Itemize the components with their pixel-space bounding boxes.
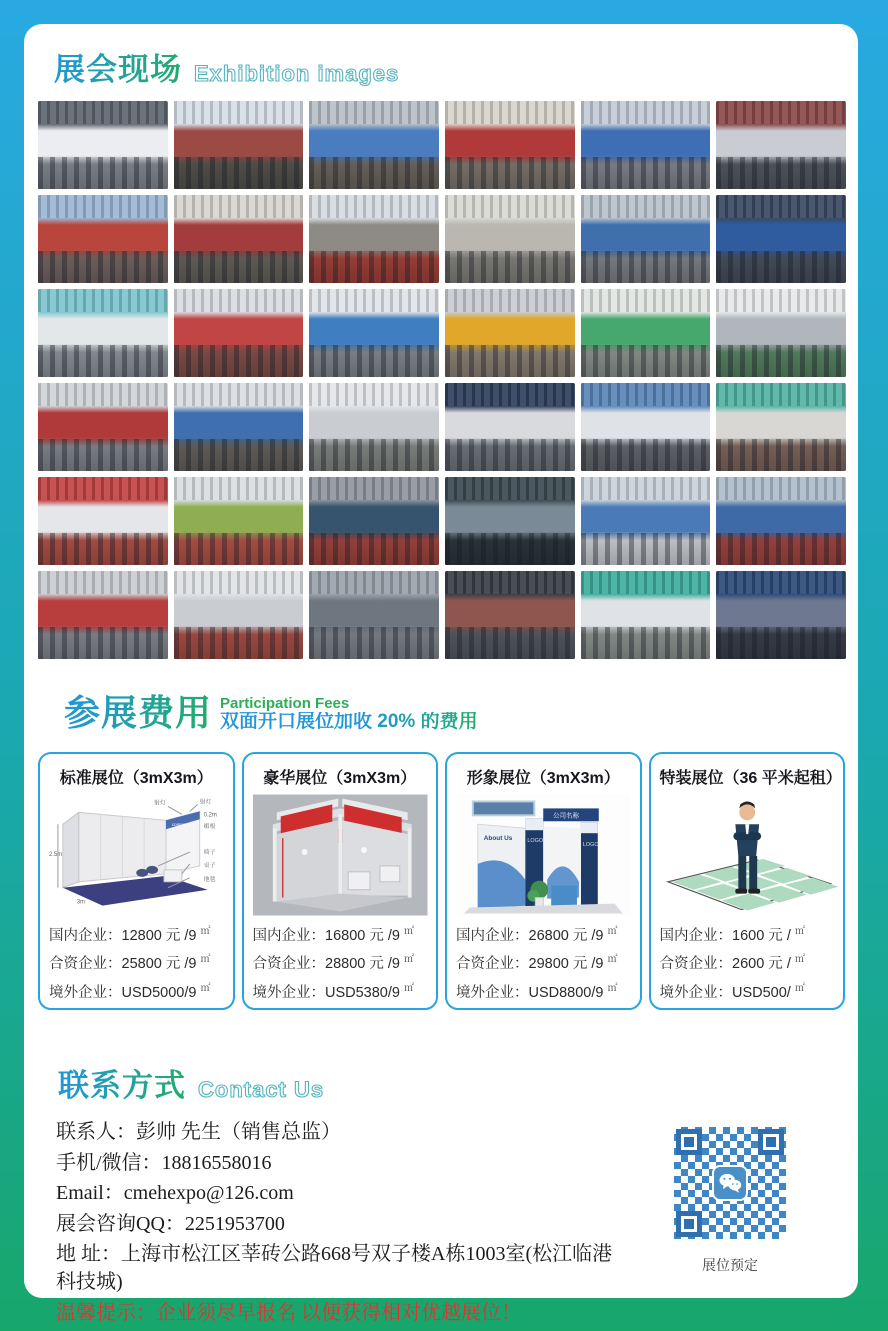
image-booth-illustration — [456, 794, 631, 916]
card-standard-booth — [38, 752, 235, 1010]
content-panel — [24, 24, 858, 1324]
exhibition-photo — [309, 383, 439, 471]
contact-title-cn: 联系方式 — [58, 1060, 186, 1105]
contact-header — [58, 1060, 858, 1105]
exhibition-photo — [38, 477, 168, 565]
price-row: 国内企业：1600 元 / ㎡ — [659, 926, 805, 944]
exhibition-photo — [581, 477, 711, 565]
exhibition-photo — [716, 101, 846, 189]
exhibition-photo — [716, 477, 846, 565]
company-name-label: 公司名称 — [553, 812, 579, 820]
diagram-label-width: 3m — [76, 899, 86, 906]
contact-qq-line: 展会咨询QQ：2251953700 — [56, 1212, 285, 1235]
fees-header — [64, 685, 858, 736]
exhibition-photo — [445, 383, 575, 471]
price-row: 境外企业：USD5000/9 ㎡ — [49, 982, 211, 1001]
logo-label: LOGO — [527, 838, 544, 845]
exhibition-photo — [581, 101, 711, 189]
diagram-label-spotlight2: 射灯 — [199, 799, 212, 806]
qr-label: 展位预定 — [702, 1257, 758, 1273]
card-title: 特装展位（36 平米起租） — [659, 770, 842, 787]
about-us-label: About Us — [483, 835, 513, 843]
qr-eye-icon — [758, 1129, 784, 1155]
section-fees — [24, 685, 858, 1010]
logo-label-2: LOGO — [582, 842, 599, 849]
exhibition-header — [54, 44, 858, 89]
price-row: 境外企业：USD8800/9 ㎡ — [456, 982, 618, 1001]
card-title: 标准展位（3mX3m） — [59, 770, 213, 787]
price-row: 国内企业：12800 元 /9 ㎡ — [49, 926, 211, 944]
fees-title-cn: 参展费用 — [64, 685, 212, 736]
exhibition-photo — [309, 477, 439, 565]
diagram-label-fascia: 楣板 — [203, 824, 216, 831]
price-row: 境外企业：USD5380/9 ㎡ — [252, 982, 414, 1001]
qr-eye-icon — [676, 1129, 702, 1155]
exhibition-photo — [716, 195, 846, 283]
qr-eye-icon — [676, 1211, 702, 1237]
exhibition-photo — [174, 289, 304, 377]
contact-title-en: Contact Us — [198, 1077, 325, 1102]
fascia-label: company — [171, 822, 191, 828]
contact-lines — [56, 1119, 631, 1330]
booth-booking-qr-code[interactable] — [674, 1127, 786, 1239]
exhibition-photo — [445, 289, 575, 377]
diagram-label-02m: 0.2m — [203, 812, 217, 819]
diagram-label-chair: 椅子 — [203, 850, 216, 857]
exhibition-photo — [445, 195, 575, 283]
exhibition-title-en: Exhibition images — [194, 61, 400, 86]
qr-block — [655, 1119, 805, 1330]
card-custom-booth — [649, 752, 846, 1010]
contact-notice: 温馨提示：企业须尽早报名 以便获得相对优越展位！ — [56, 1301, 521, 1324]
diagram-label-spotlight: 射灯 — [154, 800, 166, 807]
exhibition-photo — [38, 383, 168, 471]
exhibition-photo — [445, 571, 575, 659]
exhibition-photo — [309, 571, 439, 659]
deluxe-booth-illustration — [253, 794, 428, 916]
exhibition-photo — [309, 289, 439, 377]
section-contact — [24, 1060, 858, 1330]
section-exhibition — [24, 24, 858, 659]
exhibition-photo — [174, 477, 304, 565]
exhibition-photo — [38, 195, 168, 283]
contact-email-line[interactable]: Email：cmehexpo@126.com — [56, 1182, 294, 1205]
fees-note: 双面开口展位加收 20% 的费用 — [220, 711, 478, 733]
exhibition-photo — [581, 383, 711, 471]
card-image-booth — [445, 752, 642, 1010]
exhibition-photo — [445, 101, 575, 189]
custom-booth-illustration — [660, 794, 835, 916]
wechat-icon — [712, 1165, 748, 1201]
card-deluxe-booth — [242, 752, 439, 1010]
exhibition-photo — [581, 195, 711, 283]
exhibition-photo — [174, 195, 304, 283]
card-title: 豪华展位（3mX3m） — [263, 770, 417, 787]
price-row: 国内企业：26800 元 /9 ㎡ — [456, 926, 618, 944]
exhibition-photo — [38, 571, 168, 659]
exhibition-photo — [581, 571, 711, 659]
standard-booth-illustration — [49, 794, 224, 916]
contact-body — [56, 1119, 858, 1330]
photo-grid — [38, 101, 846, 659]
exhibition-title-cn: 展会现场 — [54, 44, 182, 89]
exhibition-photo — [445, 477, 575, 565]
fees-subtitle — [220, 696, 478, 736]
exhibition-photo — [716, 289, 846, 377]
contact-address-line: 地 址：上海市松江区莘砖公路668号双子楼A栋1003室(松江临港科技城) — [56, 1243, 613, 1293]
fee-cards — [38, 752, 845, 1010]
price-row: 合资企业：25800 元 /9 ㎡ — [49, 954, 211, 973]
exhibition-photo — [174, 101, 304, 189]
exhibition-photo — [174, 571, 304, 659]
card-title: 形象展位（3mX3m） — [466, 770, 620, 787]
exhibition-photo — [716, 571, 846, 659]
contact-person-line: 联系人：彭帅 先生（销售总监） — [56, 1121, 341, 1143]
diagram-label-table: 桌子 — [203, 862, 216, 869]
exhibition-photo — [38, 289, 168, 377]
fees-title-en: Participation Fees — [220, 694, 350, 712]
contact-phone-line: 手机/微信：18816558016 — [56, 1151, 272, 1174]
price-row: 合资企业：2600 元 / ㎡ — [659, 954, 805, 973]
diagram-label-carpet: 地毯 — [203, 876, 216, 883]
exhibition-photo — [309, 195, 439, 283]
exhibition-photo — [309, 101, 439, 189]
exhibition-photo — [38, 101, 168, 189]
exhibition-photo — [716, 383, 846, 471]
price-row: 境外企业：USD500/ ㎡ — [659, 982, 805, 1001]
diagram-label-height: 2.5m — [49, 851, 63, 858]
price-row: 国内企业：16800 元 /9 ㎡ — [252, 926, 415, 944]
exhibition-photo — [581, 289, 711, 377]
exhibition-photo — [174, 383, 304, 471]
price-row: 合资企业：29800 元 /9 ㎡ — [456, 954, 618, 973]
price-row: 合资企业：28800 元 /9 ㎡ — [252, 954, 415, 973]
